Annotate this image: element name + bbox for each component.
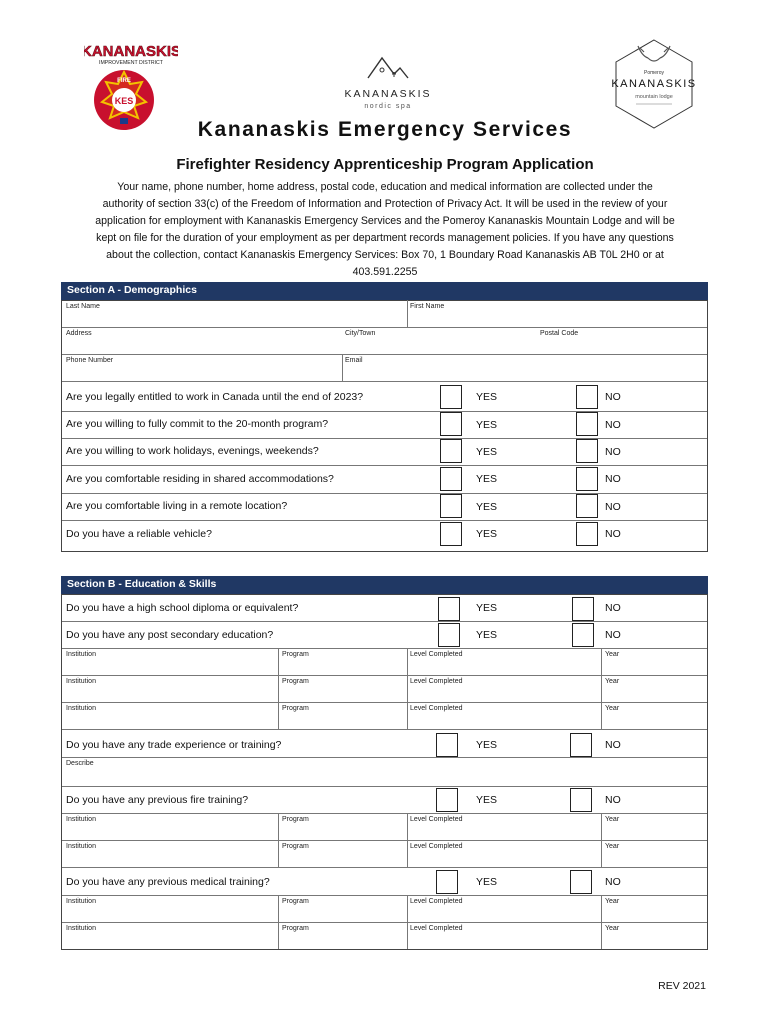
no-label: NO (605, 501, 621, 513)
city-field[interactable]: City/Town (345, 330, 376, 337)
question-remote-location: Are you comfortable living in a remote location? (66, 500, 288, 512)
privacy-notice-line: application for employment with Kananaskis Emergency Services and the Pomeroy Kananaskis Mountain Lodge and will be (95, 215, 675, 227)
yes-label: YES (476, 794, 498, 806)
no-checkbox[interactable] (576, 412, 598, 436)
yes-label: YES (476, 419, 498, 431)
no-checkbox[interactable] (576, 494, 598, 518)
no-label: NO (605, 629, 621, 641)
yes-checkbox[interactable] (436, 870, 458, 894)
revision-label: REV 2021 (658, 980, 706, 992)
email-field[interactable]: Email (345, 357, 363, 364)
institution-field[interactable]: Institution (66, 678, 96, 685)
nordic-spa-logo (336, 50, 440, 112)
no-checkbox[interactable] (572, 597, 594, 621)
yes-label: YES (476, 739, 498, 751)
year-field[interactable]: Year (605, 816, 620, 823)
address-field[interactable]: Address (66, 330, 92, 337)
no-label: NO (605, 419, 621, 431)
page-title: Kananaskis Emergency Services (197, 118, 573, 141)
yes-checkbox[interactable] (438, 597, 460, 621)
level-field[interactable]: Level Completed (410, 816, 463, 823)
no-checkbox[interactable] (570, 788, 592, 812)
no-checkbox[interactable] (576, 522, 598, 546)
describe-field[interactable]: Describe (66, 760, 94, 767)
yes-checkbox[interactable] (438, 623, 460, 647)
postal-code-field[interactable]: Postal Code (540, 330, 579, 337)
privacy-notice (60, 179, 710, 281)
institution-field[interactable]: Institution (66, 925, 96, 932)
question-fire-training: Do you have any previous fire training? (66, 794, 249, 806)
question-shared-accommodation: Are you comfortable residing in shared accommodations? (66, 473, 334, 485)
district-logo-badge: KES (114, 96, 134, 106)
level-field[interactable]: Level Completed (410, 651, 463, 658)
no-checkbox[interactable] (576, 439, 598, 463)
institution-field[interactable]: Institution (66, 898, 96, 905)
yes-label: YES (476, 446, 498, 458)
privacy-notice-line: authority of section 33(c) of the Freedom of Information and Protection of Privacy Act. It will be used in the review of your (102, 198, 668, 210)
no-label: NO (605, 876, 621, 888)
yes-checkbox[interactable] (436, 733, 458, 757)
question-post-secondary: Do you have any post secondary education? (66, 629, 274, 641)
no-checkbox[interactable] (572, 623, 594, 647)
question-holidays: Are you willing to work holidays, evenings, weekends? (66, 445, 319, 457)
yes-label: YES (476, 501, 498, 513)
question-medical-training: Do you have any previous medical training? (66, 876, 270, 888)
institution-field[interactable]: Institution (66, 843, 96, 850)
yes-label: YES (476, 876, 498, 888)
no-label: NO (605, 473, 621, 485)
yes-label: YES (476, 391, 498, 403)
nordic-spa-name: KANANASKIS (344, 88, 432, 100)
page-subtitle: Firefighter Residency Apprenticeship Program Application (176, 156, 594, 173)
institution-field[interactable]: Institution (66, 705, 96, 712)
year-field[interactable]: Year (605, 843, 620, 850)
privacy-notice-line: 403.591.2255 (352, 266, 418, 278)
privacy-notice-line: kept on file for the duration of your employment as per department records management policies. If you have any questions (96, 232, 674, 244)
institution-field[interactable]: Institution (66, 816, 96, 823)
no-label: NO (605, 602, 621, 614)
section-a-header: Section A - Demographics (61, 282, 708, 300)
no-label: NO (605, 794, 621, 806)
year-field[interactable]: Year (605, 705, 620, 712)
yes-label: YES (476, 602, 498, 614)
privacy-notice-line: about the collection, contact Kananaskis Emergency Services: Box 70, 1 Boundary Road Kananaskis AB T0L 2H0 or at (106, 249, 664, 261)
program-field[interactable]: Program (282, 705, 309, 712)
phone-field[interactable]: Phone Number (66, 357, 114, 364)
yes-checkbox[interactable] (440, 385, 462, 409)
yes-checkbox[interactable] (440, 467, 462, 491)
section-b-header: Section B - Education & Skills (61, 576, 708, 594)
level-field[interactable]: Level Completed (410, 898, 463, 905)
nordic-spa-tagline: nordic spa (364, 103, 412, 110)
yes-label: YES (476, 629, 498, 641)
district-logo-sub: IMPROVEMENT DISTRICT (99, 60, 163, 66)
level-field[interactable]: Level Completed (410, 843, 463, 850)
no-label: NO (605, 528, 621, 540)
mountain-lodge-logo (598, 38, 710, 130)
question-vehicle: Do you have a reliable vehicle? (66, 528, 212, 540)
program-field[interactable]: Program (282, 816, 309, 823)
program-field[interactable]: Program (282, 925, 309, 932)
no-checkbox[interactable] (576, 385, 598, 409)
program-field[interactable]: Program (282, 843, 309, 850)
district-logo-name: KANANASKIS (84, 43, 178, 60)
program-field[interactable]: Program (282, 898, 309, 905)
institution-field[interactable]: Institution (66, 651, 96, 658)
no-label: NO (605, 391, 621, 403)
no-checkbox[interactable] (576, 467, 598, 491)
year-field[interactable]: Year (605, 678, 620, 685)
program-field[interactable]: Program (282, 678, 309, 685)
year-field[interactable]: Year (605, 651, 620, 658)
question-commit-program: Are you willing to fully commit to the 20-month program? (66, 418, 329, 430)
program-field[interactable]: Program (282, 651, 309, 658)
no-label: NO (605, 739, 621, 751)
lodge-small-text: Pomeroy (643, 70, 665, 76)
yes-checkbox[interactable] (440, 494, 462, 518)
yes-checkbox[interactable] (436, 788, 458, 812)
level-field[interactable]: Level Completed (410, 705, 463, 712)
first-name-field[interactable]: First Name (410, 303, 445, 310)
no-checkbox[interactable] (570, 870, 592, 894)
year-field[interactable]: Year (605, 925, 620, 932)
no-label: NO (605, 446, 621, 458)
question-trade: Do you have any trade experience or training? (66, 739, 282, 751)
district-logo-fire: FIRE (117, 78, 131, 84)
question-work-in-canada: Are you legally entitled to work in Canada until the end of 2023? (66, 391, 364, 403)
no-checkbox[interactable] (570, 733, 592, 757)
year-field[interactable]: Year (605, 898, 620, 905)
question-high-school: Do you have a high school diploma or equivalent? (66, 602, 299, 614)
level-field[interactable]: Level Completed (410, 925, 463, 932)
yes-label: YES (476, 473, 498, 485)
yes-checkbox[interactable] (440, 412, 462, 436)
lodge-tagline: mountain lodge (635, 94, 673, 100)
lodge-name: KANANASKIS (611, 78, 697, 90)
yes-checkbox[interactable] (440, 522, 462, 546)
yes-checkbox[interactable] (440, 439, 462, 463)
privacy-notice-line: Your name, phone number, home address, postal code, education and medical information are collected under the (117, 181, 653, 193)
level-field[interactable]: Level Completed (410, 678, 463, 685)
last-name-field[interactable]: Last Name (66, 303, 100, 310)
yes-label: YES (476, 528, 498, 540)
